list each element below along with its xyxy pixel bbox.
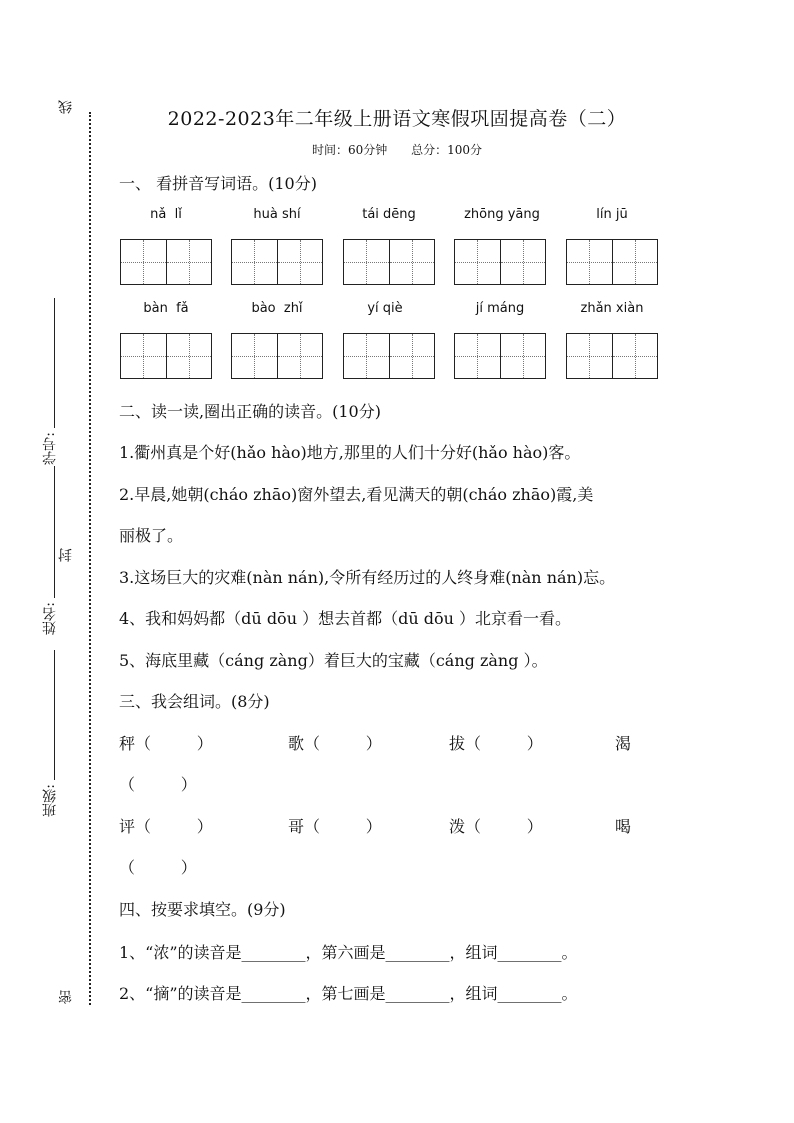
question-4-1[interactable]: 1、“浓”的读音是________，第六画是________，组词________。 — [119, 943, 578, 962]
pinyin-label: bàn fǎ — [143, 301, 189, 316]
word-group-item[interactable]: 拔（ ） — [449, 734, 543, 753]
pinyin-label: bào zhǐ — [251, 301, 303, 316]
section2-heading: 二、读一读,圈出正确的读音。(10分) — [119, 402, 381, 421]
word-group-item[interactable]: 泼（ ） — [449, 817, 543, 836]
pinyin-label: lín jū — [596, 207, 628, 222]
student-id-label: 学号: — [42, 432, 58, 465]
section4-heading: 四、按要求填空。(9分) — [119, 900, 286, 919]
binding-mark-secret: 密 — [58, 990, 74, 1004]
pinyin-label: zhōng yāng — [464, 207, 540, 222]
page-title: 2022-2023年二年级上册语文寒假巩固提高卷（二） — [167, 108, 627, 130]
writing-grid[interactable] — [231, 239, 323, 285]
class-label: 班级: — [42, 784, 58, 817]
word-group-item[interactable]: （ ） — [119, 775, 197, 794]
pinyin-label: nǎ lǐ — [150, 207, 182, 222]
question-2-4: 4、我和妈妈都（dū dōu ）想去首都（dū dōu ）北京看一看。 — [119, 609, 571, 628]
question-2-2-cont: 丽极了。 — [119, 526, 184, 545]
section1-heading: 一、 看拼音写词语。(10分) — [119, 174, 317, 193]
student-name-blank[interactable] — [54, 466, 55, 598]
word-group-item[interactable]: 歌（ ） — [288, 734, 382, 753]
binding-mark-seal: 封 — [58, 548, 74, 562]
writing-grid[interactable] — [566, 239, 658, 285]
writing-grid[interactable] — [343, 333, 435, 379]
binding-mark-line: 线 — [58, 100, 74, 114]
question-2-5: 5、海底里藏（cáng zàng）着巨大的宝藏（cáng zàng ）。 — [119, 651, 548, 670]
exam-info — [0, 141, 794, 158]
writing-grid[interactable] — [454, 239, 546, 285]
exam-time: 时间：60分钟 — [311, 143, 388, 157]
writing-grid[interactable] — [120, 333, 212, 379]
word-group-item[interactable]: （ ） — [119, 858, 197, 877]
question-2-2: 2.早晨,她朝(cháo zhāo)窗外望去,看见满天的朝(cháo zhāo)霞,美 — [119, 485, 594, 504]
pinyin-label: jí máng — [475, 301, 525, 316]
writing-grid[interactable] — [231, 333, 323, 379]
word-group-item[interactable]: 评（ ） — [119, 817, 213, 836]
pinyin-label: yí qiè — [367, 301, 403, 316]
question-2-3: 3.这场巨大的灾难(nàn nán),令所有经历过的人终身难(nàn nán)忘。 — [119, 568, 616, 587]
writing-grid[interactable] — [566, 333, 658, 379]
word-group-item[interactable]: 哥（ ） — [288, 817, 382, 836]
student-id-blank[interactable] — [54, 298, 55, 428]
exam-score: 总分：100分 — [411, 143, 482, 157]
student-name-label: 姓名: — [42, 602, 58, 635]
writing-grid[interactable] — [343, 239, 435, 285]
pinyin-label: huà shí — [253, 207, 301, 222]
question-4-2[interactable]: 2、“摘”的读音是________，第七画是________，组词________。 — [119, 984, 578, 1003]
writing-grid[interactable] — [454, 333, 546, 379]
binding-dotted-line — [89, 112, 91, 1005]
class-blank[interactable] — [54, 650, 55, 780]
pinyin-label: tái dēng — [362, 207, 416, 222]
writing-grid[interactable] — [120, 239, 212, 285]
pinyin-label: zhǎn xiàn — [580, 301, 644, 316]
section3-heading: 三、我会组词。(8分) — [119, 692, 270, 711]
word-group-item: 渴 — [615, 734, 632, 753]
word-group-item: 喝 — [615, 817, 632, 836]
question-2-1: 1.衢州真是个好(hǎo hào)地方,那里的人们十分好(hǎo hào)客。 — [119, 443, 581, 462]
word-group-item[interactable]: 秤（ ） — [119, 734, 213, 753]
